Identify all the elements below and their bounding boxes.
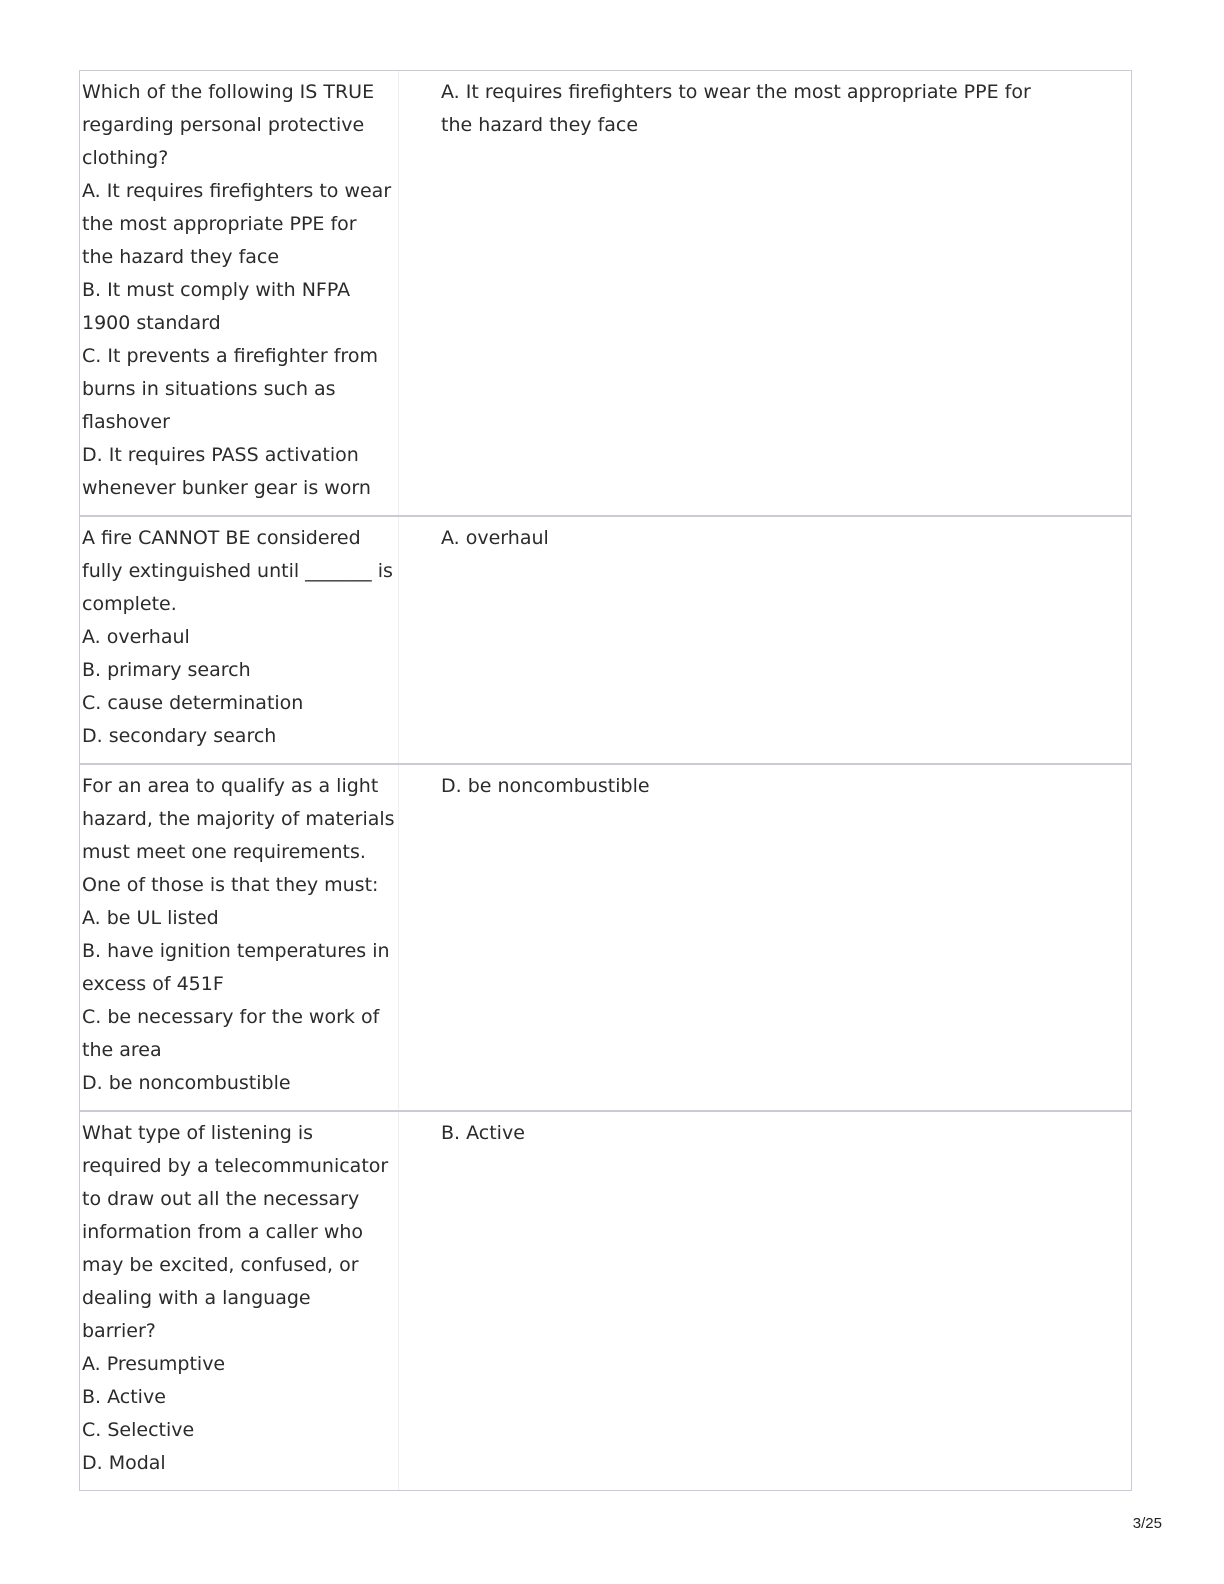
definition-line: A. It requires firefighters to wear the most appropriate PPE for — [441, 81, 1031, 103]
term-line: D. be noncombustible — [82, 1072, 291, 1094]
term-line: the area — [82, 1039, 162, 1061]
term-line: 1900 standard — [82, 312, 221, 334]
term-line: clothing? — [82, 147, 169, 169]
definition-line: D. be noncombustible — [441, 775, 650, 797]
question-term — [80, 71, 399, 515]
question-term — [80, 1112, 399, 1490]
term-line: D. It requires PASS activation — [82, 444, 359, 466]
term-line: excess of 451F — [82, 973, 224, 995]
answer-definition — [399, 1112, 1131, 1490]
term-line: D. Modal — [82, 1452, 166, 1474]
definition-line: the hazard they face — [441, 114, 639, 136]
answer-definition — [399, 517, 1131, 763]
answer-definition — [399, 71, 1131, 515]
term-line: C. cause determination — [82, 692, 304, 714]
term-line: Which of the following IS TRUE — [82, 81, 375, 103]
term-line: whenever bunker gear is worn — [82, 477, 371, 499]
term-line: complete. — [82, 593, 177, 615]
definition-line: A. overhaul — [441, 527, 549, 549]
term-line: barrier? — [82, 1320, 156, 1342]
answer-definition — [399, 765, 1131, 1110]
term-line: For an area to qualify as a light — [82, 775, 379, 797]
term-line: dealing with a language — [82, 1287, 311, 1309]
term-line: One of those is that they must: — [82, 874, 379, 896]
term-line: D. secondary search — [82, 725, 277, 747]
term-line: B. have ignition temperatures in — [82, 940, 390, 962]
term-line: flashover — [82, 411, 170, 433]
term-line: burns in situations such as — [82, 378, 336, 400]
flashcard-row — [80, 71, 1131, 515]
question-term — [80, 765, 399, 1110]
term-line: may be excited, confused, or — [82, 1254, 359, 1276]
flashcard-table — [79, 70, 1132, 1491]
term-line: B. primary search — [82, 659, 251, 681]
term-line: required by a telecommunicator — [82, 1155, 389, 1177]
term-line: A. It requires firefighters to wear — [82, 180, 392, 202]
term-line: hazard, the majority of materials — [82, 808, 395, 830]
question-term — [80, 517, 399, 763]
term-line: C. be necessary for the work of — [82, 1006, 380, 1028]
term-line: A fire CANNOT BE considered — [82, 527, 361, 549]
flashcard-row — [80, 515, 1131, 763]
term-line: A. overhaul — [82, 626, 190, 648]
page-number: 3/25 — [1132, 1515, 1162, 1532]
definition-line: B. Active — [441, 1122, 525, 1144]
term-line: the hazard they face — [82, 246, 280, 268]
term-line: B. It must comply with NFPA — [82, 279, 351, 301]
flashcard-row — [80, 763, 1131, 1110]
term-line: the most appropriate PPE for — [82, 213, 357, 235]
term-line: A. be UL listed — [82, 907, 219, 929]
term-line: B. Active — [82, 1386, 166, 1408]
term-line: What type of listening is — [82, 1122, 314, 1144]
term-line: C. Selective — [82, 1419, 195, 1441]
term-line: to draw out all the necessary — [82, 1188, 360, 1210]
term-line: information from a caller who — [82, 1221, 364, 1243]
flashcard-row — [80, 1110, 1131, 1490]
term-line: must meet one requirements. — [82, 841, 366, 863]
term-line: C. It prevents a firefighter from — [82, 345, 378, 367]
term-line: A. Presumptive — [82, 1353, 226, 1375]
term-line: regarding personal protective — [82, 114, 365, 136]
term-line: fully extinguished until _______ is — [82, 560, 393, 582]
